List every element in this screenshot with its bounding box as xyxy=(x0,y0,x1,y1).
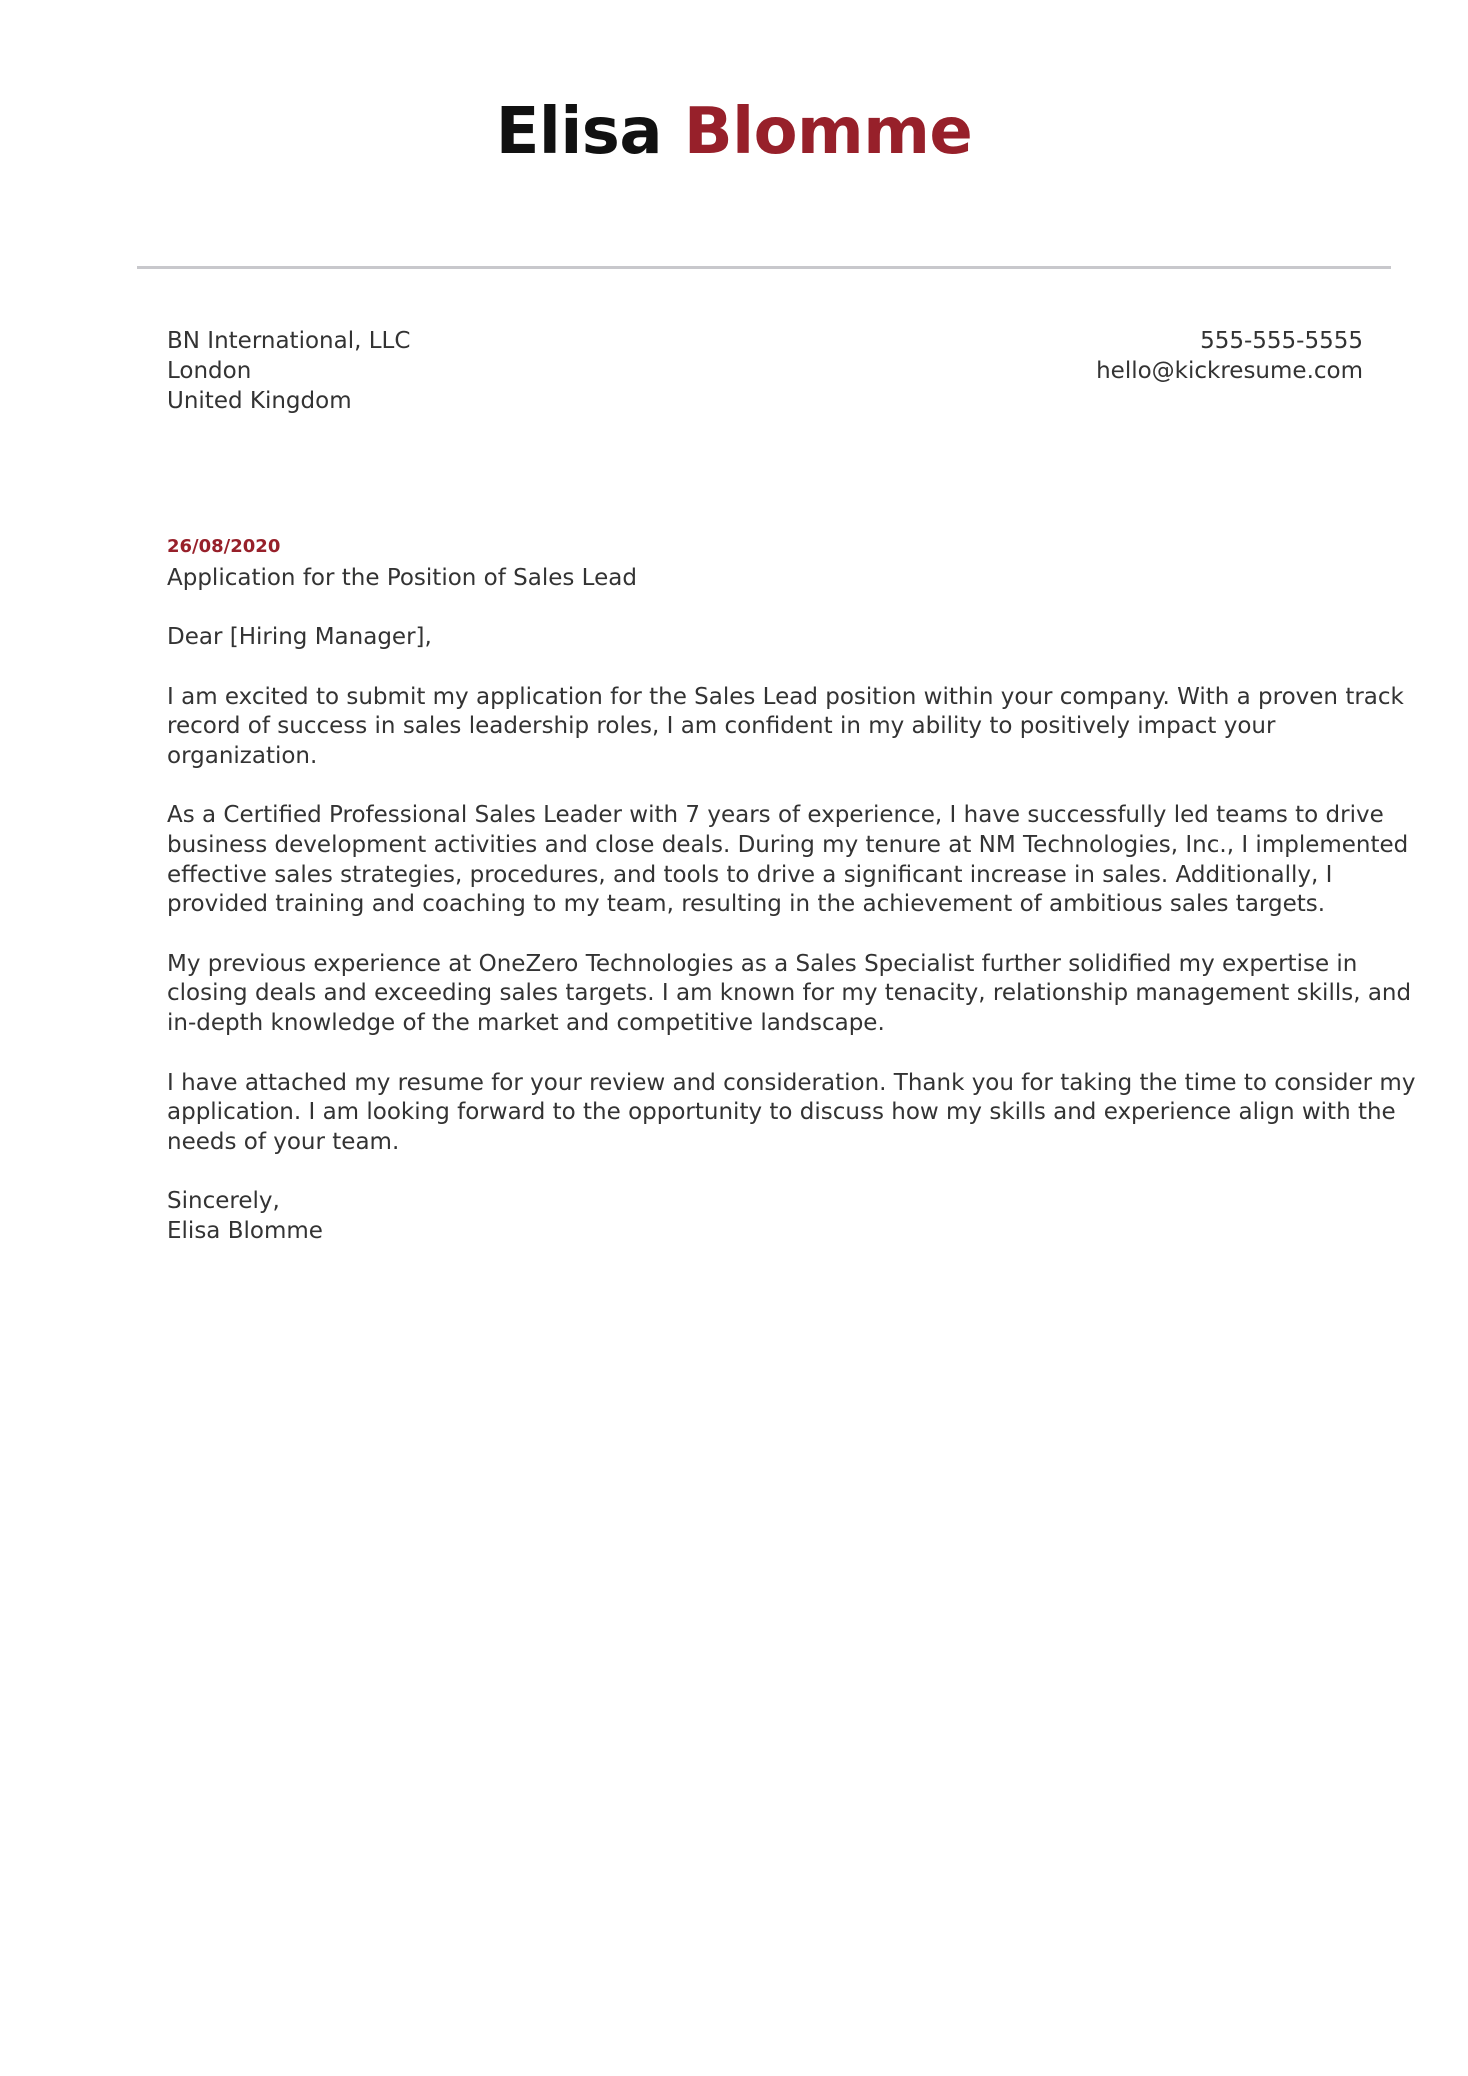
name-header xyxy=(0,92,1468,172)
paragraph-line: I have attached my resume for your review and consideration. Thank you for taking the time to consider my xyxy=(167,1069,1416,1096)
paragraph-line: application. I am looking forward to the opportunity to discuss how my skills and experience align with the xyxy=(167,1099,1396,1126)
header-divider xyxy=(137,266,1391,269)
recipient-company: BN International, LLC xyxy=(167,328,411,354)
signature-name: Elisa Blomme xyxy=(167,1217,323,1244)
salutation xyxy=(167,623,1367,653)
paragraph-line: My previous experience at OneZero Technologies as a Sales Specialist further solidified my expertise in xyxy=(167,950,1358,977)
paragraph-closing xyxy=(167,1069,1416,1158)
sign-off xyxy=(167,1187,1367,1246)
paragraph-intro xyxy=(167,683,1404,772)
letter-subject: Application for the Position of Sales Lead xyxy=(167,565,637,591)
paragraph-experience xyxy=(167,801,1409,919)
email-address: hello@kickresume.com xyxy=(1096,358,1363,384)
recipient-address xyxy=(167,326,410,416)
paragraph-line: in-depth knowledge of the market and competitive landscape. xyxy=(167,1009,885,1036)
paragraph-line: As a Certified Professional Sales Leader with 7 years of experience, I have successfully led teams to drive xyxy=(167,802,1384,829)
paragraph-previous-experience xyxy=(167,950,1412,1039)
recipient-country: United Kingdom xyxy=(167,388,352,414)
recipient-city: London xyxy=(167,358,252,384)
paragraph-line: record of success in sales leadership roles, I am confident in my ability to positively impact your xyxy=(167,713,1276,740)
phone-number: 555-555-5555 xyxy=(1200,328,1363,354)
paragraph-line: provided training and coaching to my team, resulting in the achievement of ambitious sales targets. xyxy=(167,891,1326,918)
first-name: Elisa xyxy=(495,95,663,169)
paragraph-line: business development activities and close deals. During my tenure at NM Technologies, Inc., I implemented xyxy=(167,831,1409,858)
closing-text: Sincerely, xyxy=(167,1188,280,1215)
paragraph-line: closing deals and exceeding sales targets. I am known for my tenacity, relationship management skills, and xyxy=(167,980,1412,1007)
paragraph-line: organization. xyxy=(167,742,318,769)
last-name: Blomme xyxy=(683,95,973,169)
letter-date: 26/08/2020 xyxy=(167,536,281,557)
paragraph-line: effective sales strategies, procedures, and tools to drive a significant increase in sales. Additionally, I xyxy=(167,861,1333,888)
letter-body xyxy=(167,536,1416,1247)
sender-contact xyxy=(1096,326,1363,386)
paragraph-line: needs of your team. xyxy=(167,1128,400,1155)
salutation-text: Dear [Hiring Manager], xyxy=(167,624,432,650)
paragraph-line: I am excited to submit my application for the Sales Lead position within your company. With a proven track xyxy=(167,683,1404,710)
